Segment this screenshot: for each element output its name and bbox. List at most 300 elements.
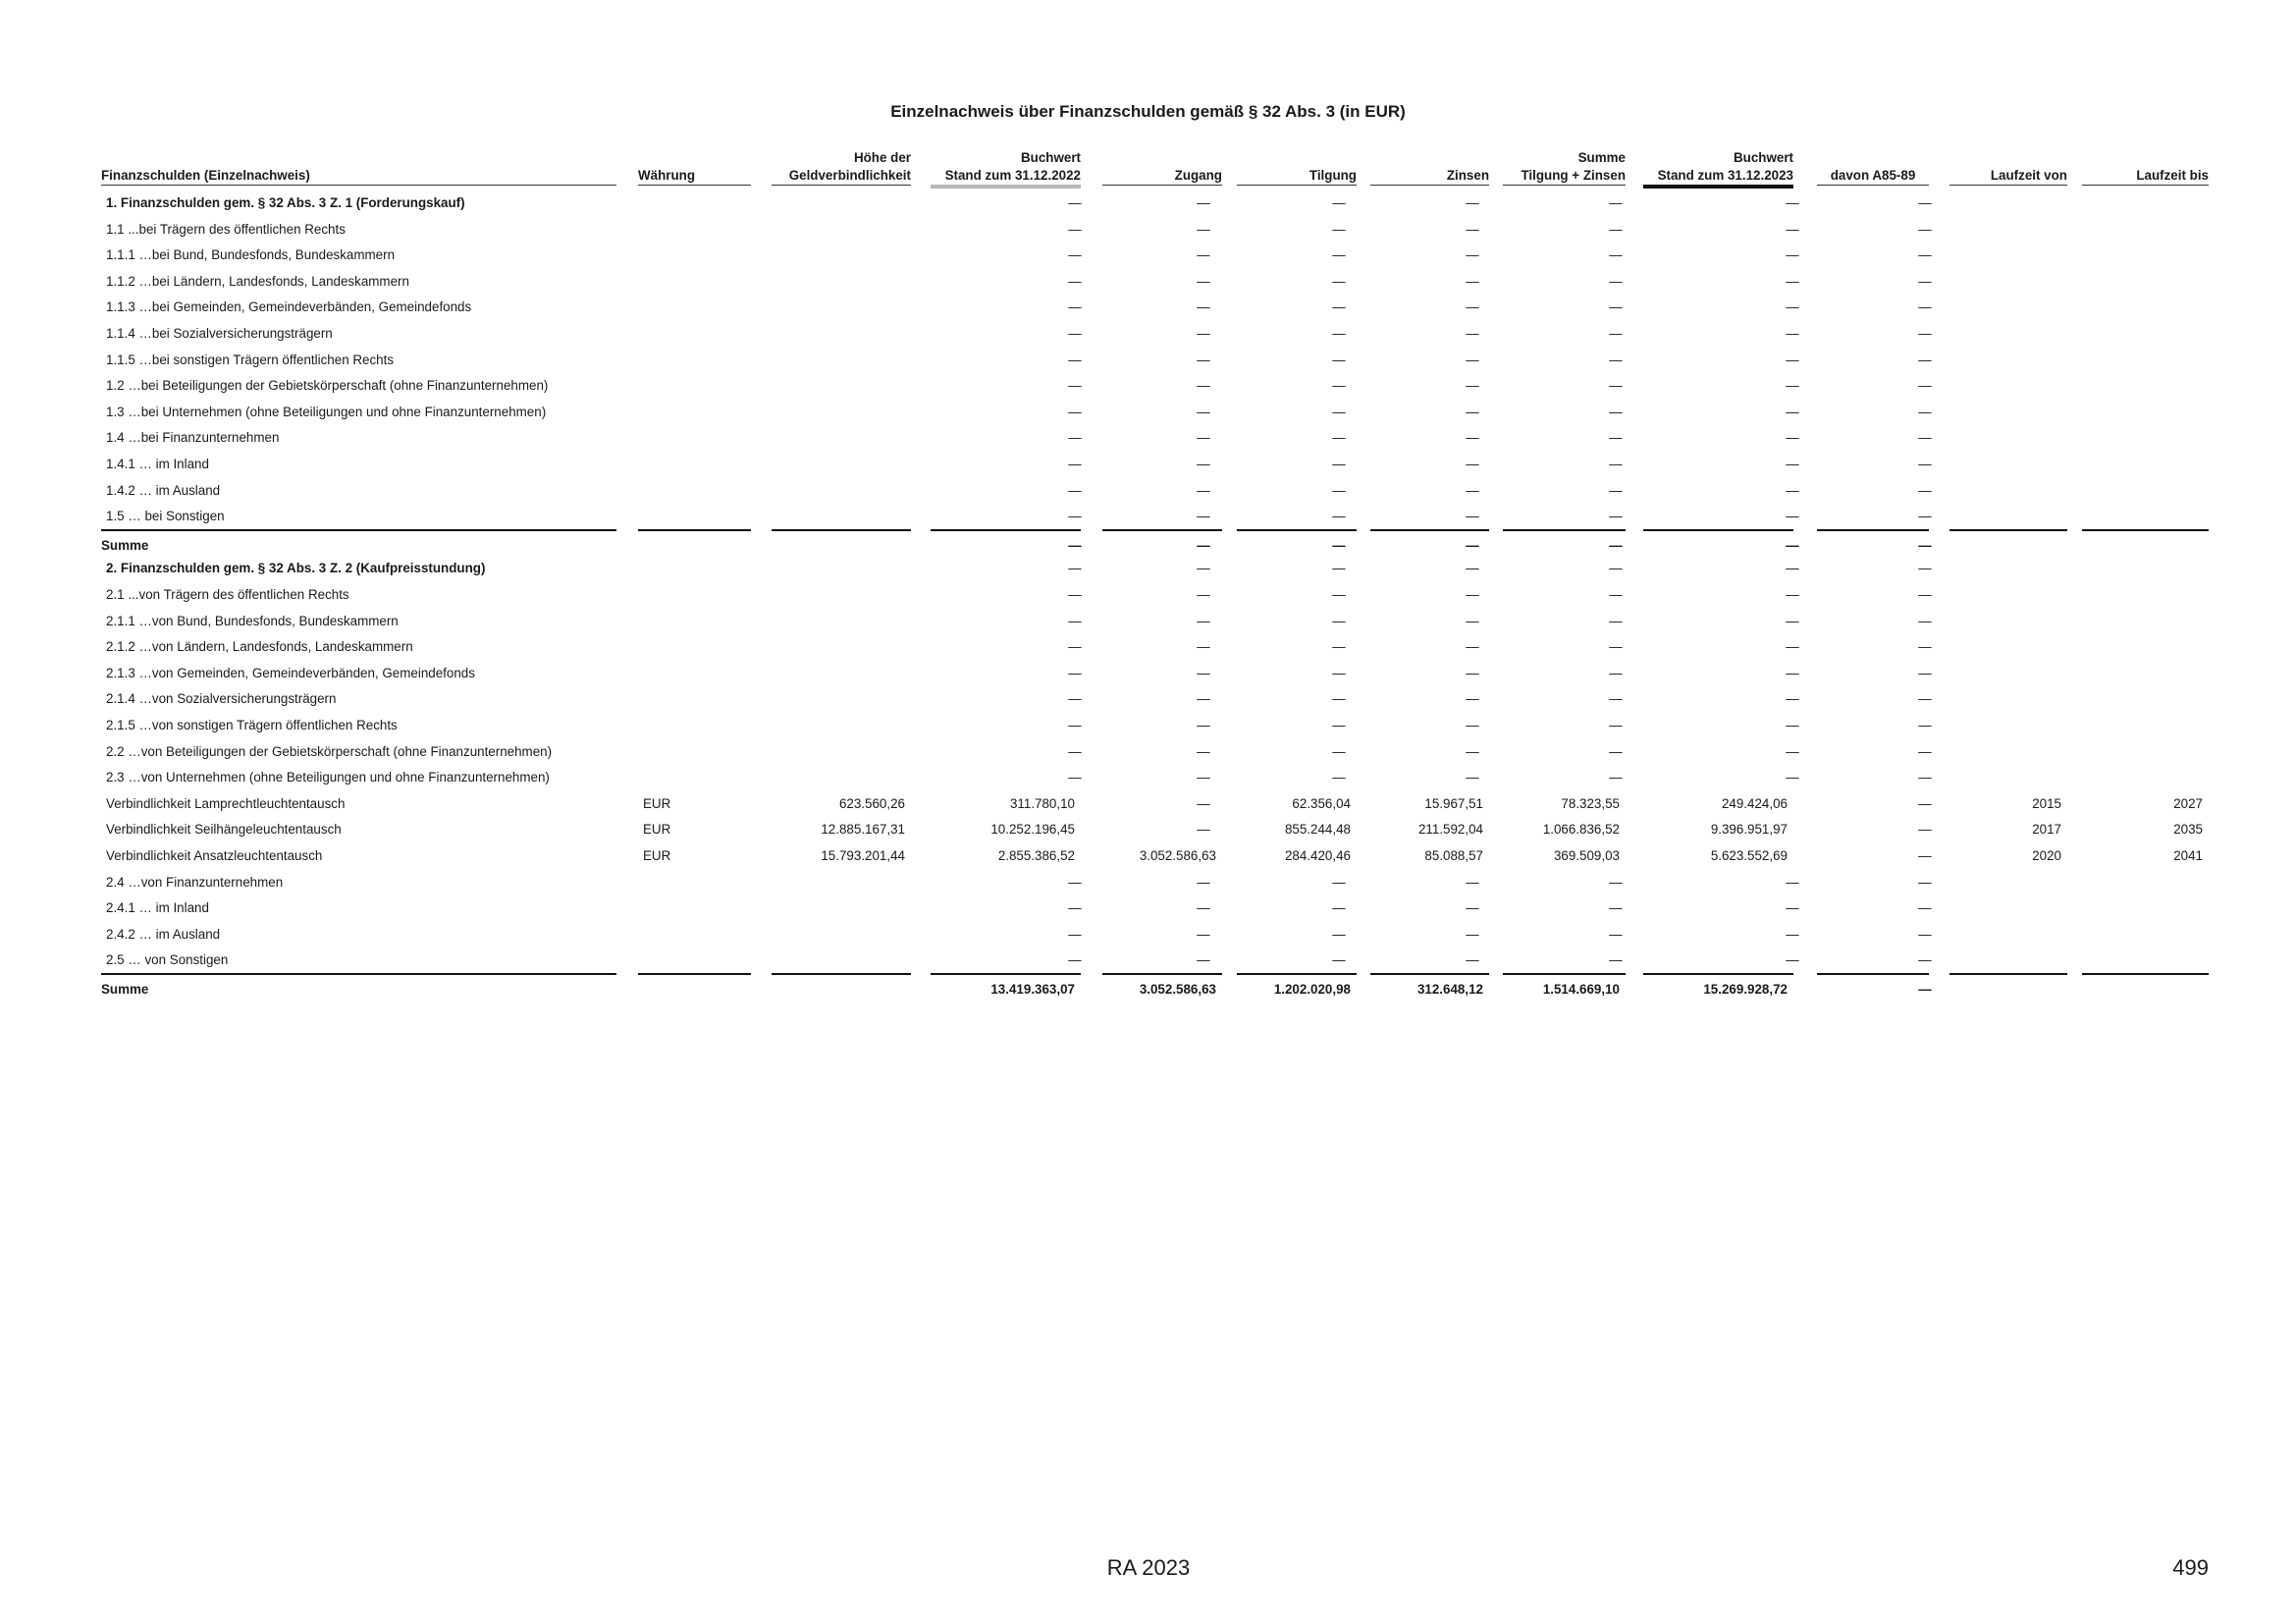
table-cell: — (1786, 430, 1799, 446)
table-row (101, 739, 2209, 765)
table-cell: — (1786, 537, 1799, 553)
table-row (101, 977, 2209, 1002)
table-cell: 1.066.836,52 (1542, 822, 1620, 838)
column-header-line2: Geldverbindlichkeit (788, 168, 911, 183)
table-cell (643, 533, 751, 559)
table-cell: — (1197, 822, 1210, 838)
table-cell (2082, 533, 2203, 559)
table-cell: — (1332, 273, 1346, 289)
table-cell: — (1332, 770, 1346, 785)
table-cell (643, 977, 751, 1002)
table-cell (1949, 713, 2061, 738)
table-cell: — (1786, 195, 1799, 210)
sum-rule (772, 529, 911, 531)
table-cell: — (1609, 900, 1623, 916)
table-cell (2082, 269, 2203, 295)
table-cell (2082, 686, 2203, 712)
table-cell (643, 269, 751, 295)
table-cell (772, 922, 905, 947)
column-header-line2: Stand zum 31.12.2022 (944, 168, 1081, 183)
table-row (101, 843, 2209, 869)
table-cell: — (1609, 561, 1623, 576)
table-cell: — (1466, 900, 1479, 916)
table-cell: 2041 (2173, 848, 2203, 863)
row-label: 1.3 …bei Unternehmen (ohne Beteiligungen und ohne Finanzunternehmen) (106, 404, 547, 419)
table-cell: — (1332, 326, 1346, 341)
table-cell (772, 713, 905, 738)
table-cell (2082, 295, 2203, 320)
table-cell (2082, 609, 2203, 634)
table-cell (2082, 400, 2203, 425)
column-header-line2: Tilgung (1308, 168, 1357, 183)
table-cell: — (1918, 874, 1932, 890)
table-cell: — (1786, 378, 1799, 394)
column-header (1949, 147, 2067, 185)
table-cell: — (1068, 299, 1082, 315)
table-cell: — (1609, 952, 1623, 968)
table-cell: — (1918, 430, 1932, 446)
table-cell (2082, 977, 2203, 1002)
table-cell: — (1466, 587, 1479, 602)
table-cell: — (1197, 900, 1210, 916)
table-cell: — (1332, 639, 1346, 655)
table-row (101, 686, 2209, 712)
table-cell: — (1197, 273, 1210, 289)
table-cell: — (1197, 587, 1210, 602)
table-cell: — (1068, 352, 1082, 367)
table-cell: — (1197, 247, 1210, 263)
table-cell: 12.885.167,31 (821, 822, 905, 838)
table-cell (643, 217, 751, 243)
table-cell (772, 533, 905, 559)
row-label: 2.1.5 …von sonstigen Trägern öffentlichen Rechts (106, 718, 398, 732)
table-cell: 1.514.669,10 (1542, 982, 1620, 997)
table-cell: 15.269.928,72 (1703, 982, 1788, 997)
table-cell: — (1466, 457, 1479, 471)
table-cell: — (1466, 613, 1479, 628)
table-cell: EUR (643, 795, 671, 811)
table-cell: — (1466, 247, 1479, 263)
table-cell: 249.424,06 (1721, 795, 1788, 811)
table-cell: — (1466, 770, 1479, 785)
table-cell: — (1197, 718, 1210, 732)
table-cell: — (1609, 404, 1623, 419)
sum-rule (1237, 529, 1357, 531)
table-cell: — (1332, 691, 1346, 707)
row-label: Summe (101, 537, 149, 553)
table-cell (772, 765, 905, 790)
table-cell: — (1786, 770, 1799, 785)
table-cell: 13.419.363,07 (990, 982, 1075, 997)
column-header (1643, 147, 1793, 185)
table-cell: — (1197, 537, 1210, 553)
table-cell (2082, 373, 2203, 399)
row-label: 1.4 …bei Finanzunternehmen (106, 430, 280, 446)
table-row (101, 478, 2209, 504)
column-header-line2: Laufzeit von (1990, 168, 2067, 183)
table-cell: — (1609, 195, 1623, 210)
table-cell: 10.252.196,45 (990, 822, 1075, 838)
table-cell: — (1466, 952, 1479, 968)
sum-rule (931, 973, 1081, 975)
table-cell: — (1068, 326, 1082, 341)
table-cell (2082, 922, 2203, 947)
table-cell (772, 582, 905, 608)
table-cell: — (1786, 221, 1799, 237)
table-cell: 15.793.201,44 (821, 848, 905, 863)
table-cell: — (1332, 900, 1346, 916)
sum-rule (1370, 529, 1489, 531)
table-cell: — (1197, 743, 1210, 759)
table-cell: — (1786, 326, 1799, 341)
table-cell: — (1918, 247, 1932, 263)
table-cell: — (1918, 457, 1932, 471)
column-header-line2: Laufzeit bis (2136, 168, 2209, 183)
table-cell: — (1197, 457, 1210, 471)
table-cell: — (1918, 952, 1932, 968)
table-row (101, 634, 2209, 660)
table-cell: — (1068, 561, 1082, 576)
table-cell: 311.780,10 (1009, 795, 1075, 811)
table-row (101, 425, 2209, 451)
table-cell (643, 243, 751, 268)
table-cell: — (1786, 926, 1799, 942)
row-label: Verbindlichkeit Lamprechtleuchtentausch (106, 795, 346, 811)
table-cell: 15.967,51 (1424, 795, 1483, 811)
table-cell: — (1609, 926, 1623, 942)
sum-rule (931, 529, 1081, 531)
table-cell: 284.420,46 (1284, 848, 1351, 863)
table-cell (1949, 478, 2061, 504)
table-cell: — (1466, 665, 1479, 680)
table-cell (1949, 922, 2061, 947)
table-cell: — (1918, 509, 1932, 524)
table-cell: — (1332, 195, 1346, 210)
header-underline (101, 185, 616, 186)
table-cell: — (1786, 457, 1799, 471)
finanzschulden-table (101, 0, 2209, 1624)
table-cell: — (1068, 404, 1082, 419)
table-cell: — (1609, 743, 1623, 759)
table-cell (772, 504, 905, 529)
table-cell: — (1918, 613, 1932, 628)
table-cell: — (1197, 639, 1210, 655)
table-cell (772, 556, 905, 581)
table-row (101, 765, 2209, 790)
table-cell (1949, 348, 2061, 373)
row-label: 2.1.1 …von Bund, Bundesfonds, Bundeskammern (106, 613, 399, 628)
table-cell: — (1197, 430, 1210, 446)
sum-rule (1503, 529, 1626, 531)
table-cell (1949, 190, 2061, 216)
column-header (1817, 147, 1929, 185)
table-cell (643, 713, 751, 738)
table-cell (2082, 217, 2203, 243)
table-cell (643, 425, 751, 451)
table-cell: — (1786, 509, 1799, 524)
table-cell: — (1466, 537, 1479, 553)
table-cell: 9.396.951,97 (1710, 822, 1788, 838)
table-cell: — (1197, 404, 1210, 419)
table-cell: — (1068, 273, 1082, 289)
table-row (101, 713, 2209, 738)
column-header-line2: Zugang (1174, 168, 1222, 183)
table-row (101, 217, 2209, 243)
table-cell (2082, 634, 2203, 660)
table-row (101, 295, 2209, 320)
column-header-line1: Summe (1577, 150, 1626, 165)
table-cell: — (1609, 273, 1623, 289)
sum-rule (638, 529, 751, 531)
row-label: 1. Finanzschulden gem. § 32 Abs. 3 Z. 1 (Forderungskauf) (106, 195, 465, 210)
row-label: 2. Finanzschulden gem. § 32 Abs. 3 Z. 2 (Kaufpreisstundung) (106, 561, 486, 576)
table-cell (1949, 243, 2061, 268)
table-cell (772, 478, 905, 504)
column-header (1237, 147, 1357, 185)
table-cell (772, 295, 905, 320)
table-cell: — (1332, 430, 1346, 446)
table-cell (643, 478, 751, 504)
table-cell: — (1786, 900, 1799, 916)
table-title: Einzelnachweis über Finanzschulden gemäß § 32 Abs. 3 (in EUR) (890, 102, 1406, 121)
table-cell: — (1609, 770, 1623, 785)
table-cell: — (1197, 378, 1210, 394)
table-cell: — (1609, 221, 1623, 237)
table-cell: — (1466, 299, 1479, 315)
table-cell (772, 739, 905, 765)
table-cell (2082, 504, 2203, 529)
table-cell: — (1466, 221, 1479, 237)
table-cell: 2017 (2032, 822, 2061, 838)
table-cell: — (1918, 718, 1932, 732)
table-cell (2082, 243, 2203, 268)
table-cell: — (1609, 352, 1623, 367)
table-cell: — (1197, 509, 1210, 524)
row-label: 1.5 … bei Sonstigen (106, 509, 225, 524)
table-cell: 78.323,55 (1561, 795, 1620, 811)
table-cell: — (1068, 195, 1082, 210)
table-cell: — (1068, 509, 1082, 524)
table-cell: — (1332, 457, 1346, 471)
table-cell: — (1068, 743, 1082, 759)
row-label: 1.1.5 …bei sonstigen Trägern öffentlichen Rechts (106, 352, 395, 367)
sum-rule (638, 973, 751, 975)
table-cell (1949, 217, 2061, 243)
table-cell: — (1609, 718, 1623, 732)
table-cell (2082, 661, 2203, 686)
table-cell: — (1786, 273, 1799, 289)
table-cell: 1.202.020,98 (1273, 982, 1351, 997)
row-label: 2.1.3 …von Gemeinden, Gemeindeverbänden, Gemeindefonds (106, 665, 475, 680)
table-cell: — (1918, 378, 1932, 394)
header-underline (1949, 185, 2067, 186)
table-row (101, 533, 2209, 559)
column-header (931, 147, 1081, 185)
column-header-line2: Zinsen (1446, 168, 1489, 183)
header-underline (1102, 185, 1222, 186)
row-label: 2.5 … von Sonstigen (106, 952, 229, 968)
row-label: 2.4 …von Finanzunternehmen (106, 874, 284, 890)
sum-rule (2082, 973, 2209, 975)
table-cell: 2027 (2173, 795, 2203, 811)
table-cell: — (1332, 926, 1346, 942)
table-cell: — (1918, 639, 1932, 655)
table-cell (1949, 947, 2061, 973)
table-cell (1949, 504, 2061, 529)
column-header-line1: Buchwert (1020, 150, 1081, 165)
column-header-line2: Finanzschulden (Einzelnachweis) (101, 168, 310, 183)
table-cell (2082, 190, 2203, 216)
table-cell: — (1918, 273, 1932, 289)
table-cell: — (1197, 221, 1210, 237)
table-row (101, 452, 2209, 477)
table-cell: — (1609, 299, 1623, 315)
header-underline (931, 185, 1081, 189)
table-cell (643, 582, 751, 608)
table-row (101, 609, 2209, 634)
table-cell (772, 977, 905, 1002)
table-cell (772, 321, 905, 347)
table-cell: — (1918, 743, 1932, 759)
column-header (1503, 147, 1626, 185)
table-row (101, 400, 2209, 425)
table-cell: — (1068, 247, 1082, 263)
page-number: 499 (2172, 1555, 2209, 1580)
table-cell: — (1068, 952, 1082, 968)
table-cell: — (1068, 718, 1082, 732)
table-cell: — (1918, 299, 1932, 315)
table-cell: — (1197, 482, 1210, 498)
table-row (101, 895, 2209, 921)
table-cell (643, 947, 751, 973)
row-label: 2.1 ...von Trägern des öffentlichen Rechts (106, 587, 349, 602)
table-cell (1949, 556, 2061, 581)
table-cell: — (1609, 691, 1623, 707)
table-cell (2082, 870, 2203, 895)
table-cell: — (1332, 743, 1346, 759)
table-cell: — (1332, 561, 1346, 576)
table-cell: EUR (643, 848, 671, 863)
table-cell (772, 243, 905, 268)
footer-report-label: RA 2023 (1106, 1555, 1191, 1580)
table-cell: — (1918, 482, 1932, 498)
table-cell (2082, 425, 2203, 451)
table-cell: — (1786, 587, 1799, 602)
table-cell (1949, 533, 2061, 559)
table-cell: — (1786, 482, 1799, 498)
row-label: 1.1.3 …bei Gemeinden, Gemeindeverbänden, Gemeindefonds (106, 299, 472, 315)
table-row (101, 269, 2209, 295)
table-row (101, 922, 2209, 947)
sum-rule (772, 973, 911, 975)
table-row (101, 321, 2209, 347)
table-cell: — (1918, 352, 1932, 367)
table-cell (772, 686, 905, 712)
table-cell (772, 269, 905, 295)
row-label: 1.1.4 …bei Sozialversicherungsträgern (106, 326, 333, 341)
table-cell (643, 739, 751, 765)
table-cell (1949, 321, 2061, 347)
table-cell: — (1609, 639, 1623, 655)
header-underline (772, 185, 911, 186)
table-cell: EUR (643, 822, 671, 838)
table-cell: — (1332, 221, 1346, 237)
table-cell: — (1197, 874, 1210, 890)
table-cell: — (1918, 822, 1932, 838)
table-cell (643, 190, 751, 216)
table-cell: — (1918, 561, 1932, 576)
table-cell: — (1197, 613, 1210, 628)
table-cell (772, 609, 905, 634)
row-label: Verbindlichkeit Seilhängeleuchtentausch (106, 822, 342, 838)
table-cell: — (1068, 378, 1082, 394)
table-cell: — (1068, 926, 1082, 942)
table-cell (772, 895, 905, 921)
table-cell (643, 295, 751, 320)
table-cell: — (1786, 665, 1799, 680)
sum-rule (1237, 973, 1357, 975)
table-cell: — (1609, 378, 1623, 394)
table-cell: — (1786, 613, 1799, 628)
table-cell: — (1918, 665, 1932, 680)
table-cell (643, 661, 751, 686)
table-cell (1949, 895, 2061, 921)
row-label: Verbindlichkeit Ansatzleuchtentausch (106, 848, 323, 863)
table-cell: — (1068, 430, 1082, 446)
table-cell: — (1466, 874, 1479, 890)
column-header (2082, 147, 2209, 185)
table-cell (643, 373, 751, 399)
table-cell (2082, 348, 2203, 373)
table-cell (1949, 373, 2061, 399)
table-cell: — (1332, 404, 1346, 419)
table-cell: — (1466, 273, 1479, 289)
table-cell: — (1609, 613, 1623, 628)
table-cell (1949, 295, 2061, 320)
table-cell: — (1068, 482, 1082, 498)
table-cell: — (1197, 926, 1210, 942)
table-cell: — (1918, 587, 1932, 602)
table-cell: — (1918, 195, 1932, 210)
table-cell (1949, 269, 2061, 295)
table-cell (1949, 661, 2061, 686)
table-cell (643, 609, 751, 634)
table-cell: — (1197, 691, 1210, 707)
table-cell (2082, 739, 2203, 765)
table-cell: — (1332, 665, 1346, 680)
table-row (101, 504, 2209, 529)
table-cell (643, 348, 751, 373)
table-row (101, 348, 2209, 373)
table-cell: — (1332, 952, 1346, 968)
table-cell (1949, 452, 2061, 477)
sum-rule (1643, 529, 1793, 531)
table-cell: — (1786, 352, 1799, 367)
table-cell: — (1466, 691, 1479, 707)
table-cell: — (1332, 613, 1346, 628)
table-cell: 855.244,48 (1284, 822, 1351, 838)
table-cell: — (1068, 665, 1082, 680)
table-row (101, 817, 2209, 842)
table-cell (643, 765, 751, 790)
sum-rule (101, 973, 616, 975)
table-cell (1949, 739, 2061, 765)
table-cell: — (1466, 430, 1479, 446)
table-cell: — (1918, 900, 1932, 916)
column-header-line2: Währung (638, 168, 696, 183)
table-cell: — (1786, 561, 1799, 576)
table-cell: 3.052.586,63 (1139, 982, 1216, 997)
